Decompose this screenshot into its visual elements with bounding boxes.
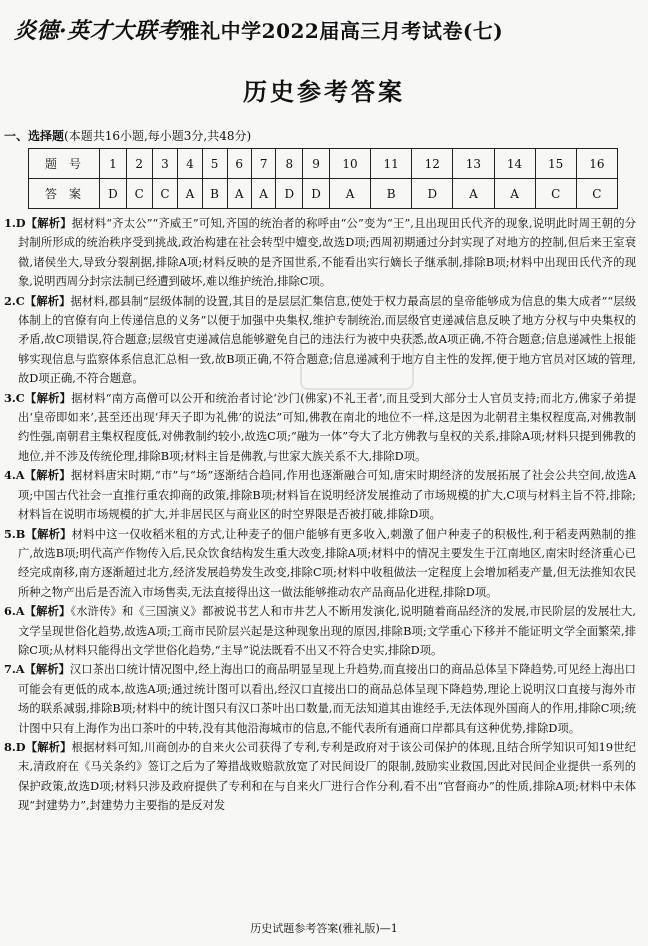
brand-name: 炎德·英才大联考 xyxy=(14,18,180,44)
page-title: 历史参考答案 xyxy=(243,77,405,106)
explanation-item xyxy=(4,660,636,738)
item-text: 据材料,郡县制“层级体制的设置,其目的是层层汇集信息,使处于权力最高层的皇帝能够成为信息的集大成者”“层级体制上的官僚有向上传递信息的义务”以便于加强中央集权,维护专制统治,而层级官吏递减信息反映了地方分权与中央集权的矛盾,故C项错误,符合题意;层级官吏递减信息能够避免自己的违法行为被中央获悉,故A项正确,不符合题意;信息递减性上报能够实现信息与监察体系信息汇总相一致,故B项正确,不符合题意;信息递减利于地方自主性的发挥,便于地方官员对区域的管理,故D项正确,不符合题意。 xyxy=(18,294,636,386)
item-text: 根据材料可知,川商创办的自来火公司获得了专利,专利是政府对于该公司保护的体现,且结合所学知识可知19世纪末,清政府在《马关条约》签订之后为了筹措战败赔款放宽了对民间设厂的限制,鼓励实业救国,因此对民间企业提供一系列的保护政策,故选D项;材料只涉及政府提供了专利和在与自来火厂进行合作分利,看不出“官督商办”的性质,排除A项;材料中未体现“封建势力”,封建势力主要指的是反对发 xyxy=(18,740,636,813)
section-note: (本题共16小题,每小题3分,共48分) xyxy=(64,129,252,143)
analysis-tag: 【解析】 xyxy=(25,526,72,541)
question-number-cell: 13 xyxy=(453,149,494,179)
explanation-item xyxy=(4,738,636,816)
item-text: 汉口茶出口统计情况图中,经上海出口的商品明显呈现上升趋势,而直接出口的商品总体呈下降趋势,可见经上海出口可能会有更低的成本,故选A项;通过统计图可以看出,经汉口直接出口的商品总体呈现下降趋势,理论上说明汉口直接与海外市场的联系减弱,排除B项;材料中的统计图只有汉口茶叶出口数量,而无法知道其由谁经手,无法体现外国商人的作用,排除C项;统计图中只有上海作为出口茶叶的中转,没有其他沿海城市的信息,不能代表所有通商口岸都具有这种优势,排除D项。 xyxy=(18,663,636,735)
question-number-cell: 2 xyxy=(126,149,152,179)
exam-header xyxy=(14,14,634,44)
answer-cell: D xyxy=(100,179,127,209)
explanation-item xyxy=(4,389,636,467)
explanation-item xyxy=(4,292,636,389)
item-number: 3.C xyxy=(4,390,25,405)
answer-cell: A xyxy=(453,179,494,209)
item-number: 6.A xyxy=(4,604,25,619)
item-number: 4.A xyxy=(4,468,25,483)
question-number-cell: 9 xyxy=(303,149,330,179)
question-number-cell: 4 xyxy=(178,149,202,179)
question-number-cell: 7 xyxy=(251,149,275,179)
analysis-tag: 【解析】 xyxy=(24,468,71,483)
answer-table xyxy=(28,148,618,209)
item-number: 5.B xyxy=(4,526,26,541)
answer-cell: D xyxy=(276,179,303,209)
explanation-item xyxy=(4,466,636,524)
answer-cell: A xyxy=(330,179,371,209)
question-number-cell: 14 xyxy=(494,149,535,179)
question-number-cell: 10 xyxy=(330,149,371,179)
item-number: 1.D xyxy=(4,216,26,230)
answer-cell: A xyxy=(178,179,202,209)
explanation-item xyxy=(4,214,636,292)
explanations xyxy=(4,214,636,816)
answer-row xyxy=(29,179,618,209)
item-number: 2.C xyxy=(4,293,25,308)
item-text: 《水浒传》和《三国演义》都被说书艺人和市井艺人不断用发演化,说明随着商品经济的发展,市民阶层的发展壮大,文学呈现世俗化趋势,故选A项;工商市民阶层兴起是这种现象出现的原因,排除B项;文学重心下移并不能证明文学全面繁荣,排除C项;从材料只能得出文学世俗化趋势,“主导”说法既看不出又不符合史实,排除D项。 xyxy=(18,605,636,657)
item-number: 8.D xyxy=(4,739,26,754)
analysis-tag: 【解析】 xyxy=(25,216,72,230)
item-text: 据材料唐宋时期,“市”与“场”逐渐结合趋同,作用也逐渐融合可知,唐宋时期经济的发展拓展了社会公共空间,故选A项;中国古代社会一直推行重农抑商的政策,排除B项;材料旨在说明经济发展推动了市场规模的扩大,C项与材料主旨不符,排除;材料旨在说明市场规模的扩大,并非居民区与商业区的时空界限是否被打破,排除D项。 xyxy=(18,469,636,522)
explanation-item xyxy=(4,525,636,603)
question-number-cell: 1 xyxy=(100,149,127,179)
question-number-cell: 16 xyxy=(576,149,617,179)
analysis-tag: 【解析】 xyxy=(24,604,71,619)
answer-cell: C xyxy=(126,179,152,209)
answer-cell: B xyxy=(202,179,227,209)
answer-cell: C xyxy=(576,179,617,209)
section-heading xyxy=(4,127,251,144)
question-number-cell: 3 xyxy=(152,149,178,179)
question-number-cell: 11 xyxy=(371,149,412,179)
item-number: 7.A xyxy=(4,662,25,677)
question-number-row xyxy=(29,149,618,179)
answer-cell: B xyxy=(371,179,412,209)
question-number-cell: 12 xyxy=(412,149,453,179)
item-text: 据材料“齐太公”“齐威王”可知,齐国的统治者的称呼由“公”变为“王”,且出现田氏代齐的现象,说明此时周王朝的分封制所形成的统治秩序受到挑战,政治构建在社会转型中嬗变,故选D项;西周初期通过分封实现了对地方的控制,但后来王室衰微,诸侯坐大,导致分裂割据,排除A项;材料反映的是齐国世系,不能看出实行嫡长子继承制,排除B项;材料中出现田氏代齐的现象,说明西周分封宗法制已经遭到破坏,难以维护统治,排除C项。 xyxy=(18,217,636,289)
explanation-item xyxy=(4,602,636,660)
item-text: 据材料“南方高僧可以公开和统治者讨论‘沙门(佛家)不礼王者’,而且受到大部分士人官员支持;而北方,佛家子弟提出‘皇帝即如来’,甚至还出现‘拜天子即为礼佛’的说法”可知,佛教在南北的地位不一样,这是因为北朝君主集权程度高,对佛教制约性强,南朝君主集权程度低,对佛教制约较小,故选C项;“融为一体”夸大了北方佛教与皇权的关系,排除A项;材料只提到佛教的地位,并不涉及传统伦理,排除B项;材料主旨是佛教,与世家大族关系不大,排除D项。 xyxy=(18,391,636,463)
answer-cell: A xyxy=(251,179,275,209)
answer-cell: A xyxy=(494,179,535,209)
analysis-tag: 【解析】 xyxy=(24,293,71,308)
question-number-cell: 8 xyxy=(276,149,303,179)
question-number-cell: 6 xyxy=(227,149,251,179)
item-text: 材料中这一仅收稻米租的方式,让种麦子的佃户能够有更多收入,刺激了佃户种麦子的积极性,利于稻麦两熟制的推广,故选B项;明代高产作物传入后,民众饮食结构发生重大改变,排除A项;材料中的情况主要发生于江南地区,南宋时经济重心已经完成南移,南方逐渐超过北方,经济发展趋势发生改变,排除C项;材料中收租做法一定程度上会增加稻麦产量,但无法推知农民所种之物产出后是否流入市场售卖,无法直接得出这一做法能够推动农产品商品化进程,排除D项。 xyxy=(18,527,636,599)
row-label-number: 题号 xyxy=(29,149,100,179)
exam-name: 雅礼中学2022届高三月考试卷(七) xyxy=(179,19,504,43)
answer-cell: C xyxy=(535,179,576,209)
page-footer: 历史试题参考答案(雅礼版)—1 xyxy=(250,922,398,935)
answer-cell: C xyxy=(152,179,178,209)
answer-cell: D xyxy=(412,179,453,209)
analysis-tag: 【解析】 xyxy=(24,390,72,405)
question-number-cell: 15 xyxy=(535,149,576,179)
section-label: 一、选择题 xyxy=(4,129,65,143)
answer-cell: A xyxy=(227,179,251,209)
row-label-answer: 答案 xyxy=(29,179,100,209)
analysis-tag: 【解析】 xyxy=(24,662,70,677)
answer-cell: D xyxy=(303,179,330,209)
question-number-cell: 5 xyxy=(202,149,227,179)
analysis-tag: 【解析】 xyxy=(25,739,72,754)
